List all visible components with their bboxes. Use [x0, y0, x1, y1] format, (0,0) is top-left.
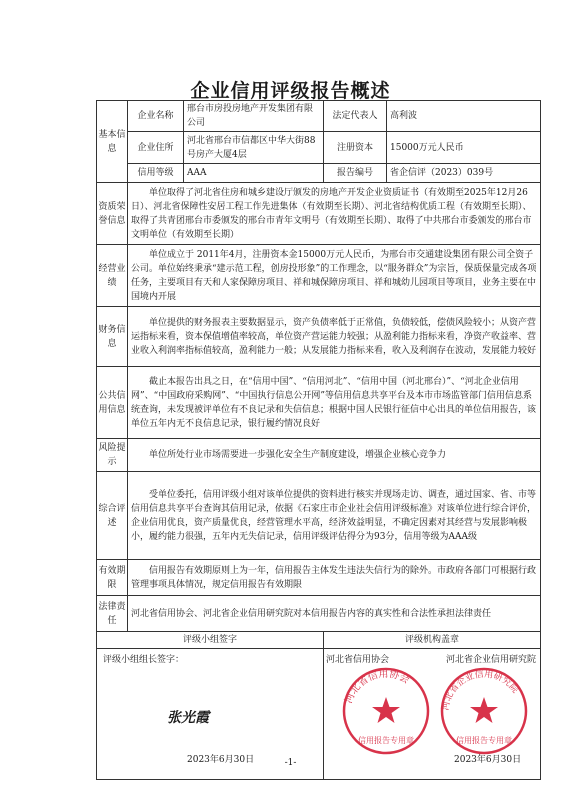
org-name-1: 河北省信用协会 [326, 655, 390, 665]
address-value: 河北省邢台市信都区中华大街88号房产大厦4层 [184, 132, 324, 164]
org-name-2: 河北省企业信用研究院 [446, 655, 537, 665]
svg-text:河北省企业信用研究院: 河北省企业信用研究院 [440, 669, 520, 712]
qualification-text: 单位取得了河北省住房和城乡建设厅颁发的房地产开发企业资质证书（有效期至2025年12月26日）、河北省保障性安居工程工作先进集体（有效期至长期）、河北省结构优质工程（有效期至长期）、取得了共青团邢台市委颁发的邢台市青年文明号（有效期至长期）、取得了中共邢台市委颁发的邢台市文明单位（有效期至长期） [128, 183, 541, 245]
page-number: -1- [284, 758, 297, 768]
capital-label: 注册资本 [324, 132, 387, 164]
seal-credit-institute [436, 653, 532, 765]
seal-date: 2023年6月30日 [454, 755, 522, 765]
svg-text:信用报告专用章: 信用报告专用章 [358, 736, 414, 745]
seal-credit-association [338, 653, 434, 765]
public-credit-text: 截止本报告出具之日，在“信用中国”、“信用河北”、“信用中国（河北邢台）”、“河北企业信用网”、“中国政府采购网”、“中国执行信息公开网”等信用信息共享平台及本市市场监管部门信用信息系统查询，未发现被评单位有不良记录和失信信息；根据中国人民银行征信中心出具的单位信用报告，该单位五年内无不良信息记录，银行履约情况良好 [128, 367, 541, 439]
validity-label: 有效期限 [97, 560, 128, 596]
finance-label: 财务信息 [97, 307, 128, 367]
basic-info-label: 基本信息 [97, 101, 128, 183]
svg-text:信用报告专用章: 信用报告专用章 [456, 736, 512, 745]
risk-text: 单位所处行业市场需要进一步强化安全生产制度建设，增强企业核心竞争力 [128, 439, 541, 472]
seal-header: 评级机构盖章 [324, 632, 541, 649]
capital-value: 15000万元人民币 [387, 132, 541, 164]
legal-rep-value: 高利波 [387, 101, 541, 132]
signature-header: 评级小组签字 [97, 632, 324, 649]
finance-text: 单位提供的财务报表主要数据显示，资产负债率低于正常值，负债较低，偿债风险较小；从资产营运指标来看，资本保值增值率较高，单位资产营运能力较强；从盈利能力指标来看，净资产收益率、营业收入利润率指标值较高，盈利能力一般；从发展能力指标来看，收入及利润存在波动，发展能力较好 [128, 307, 541, 367]
credit-grade-label: 信用等级 [128, 164, 184, 183]
qualification-label: 资质荣誉信息 [97, 183, 128, 245]
company-name-value: 邢台市房投房地产开发集团有限公司 [184, 101, 324, 132]
leader-signature: 张光霞 [167, 710, 209, 726]
legal-text: 河北省信用协会、河北省企业信用研究院对本信用报告内容的真实性和合法性承担法律责任 [128, 596, 541, 632]
validity-text: 信用报告有效期原则上为一年，信用报告主体发生违法失信行为的除外。市政府各部门可根据行政管理事项具体情况，规定信用报告有效期限 [128, 560, 541, 596]
report-title: 企业信用评级报告概述 [190, 80, 391, 102]
svg-text:河北省信用协会: 河北省信用协会 [343, 668, 412, 706]
legal-label: 法律责任 [97, 596, 128, 632]
summary-label: 综合评述 [97, 472, 128, 560]
risk-label: 风险提示 [97, 439, 128, 472]
operations-text: 单位成立于 2011年4月，注册资本金15000万元人民币，为邢台市交通建设集团有限公司全资子公司。单位始终秉承“建示范工程，创房投形象”的工作理念，以“服务群众”为宗旨，保质保量完成各项任务，主要项目有天和人家保障房项目、祥和城保障房项目、祥和城幼儿园项目等项目，业务主要在中国境内开展 [128, 245, 541, 307]
report-number-label: 报告编号 [324, 164, 387, 183]
report-number-value: 省企信评（2023）039号 [387, 164, 541, 183]
credit-grade-value: AAA [184, 164, 324, 183]
company-name-label: 企业名称 [128, 101, 184, 132]
address-label: 企业住所 [128, 132, 184, 164]
leader-sign-label: 评级小组组长签字： [103, 655, 185, 665]
public-credit-label: 公共信用信息 [97, 367, 128, 439]
legal-rep-label: 法定代表人 [324, 101, 387, 132]
signature-date: 2023年6月30日 [187, 755, 255, 765]
summary-text: 受单位委托，信用评级小组对该单位提供的资料进行核实并现场走访、调查，通过国家、省、市等信用信息共享平台查询其信用记录，依据《石家庄市企业社会信用评级标准》对该单位进行综合评价，企业信用优良，资产质量优良，经营管理水平高，经济效益明显，不确定因素对其经营与发展影响极小，履约能力很强，五年内无失信记录，信用评级评估得分为93分，信用等级为AAA级 [128, 472, 541, 560]
operations-label: 经营业绩 [97, 245, 128, 307]
report-table [96, 100, 541, 780]
